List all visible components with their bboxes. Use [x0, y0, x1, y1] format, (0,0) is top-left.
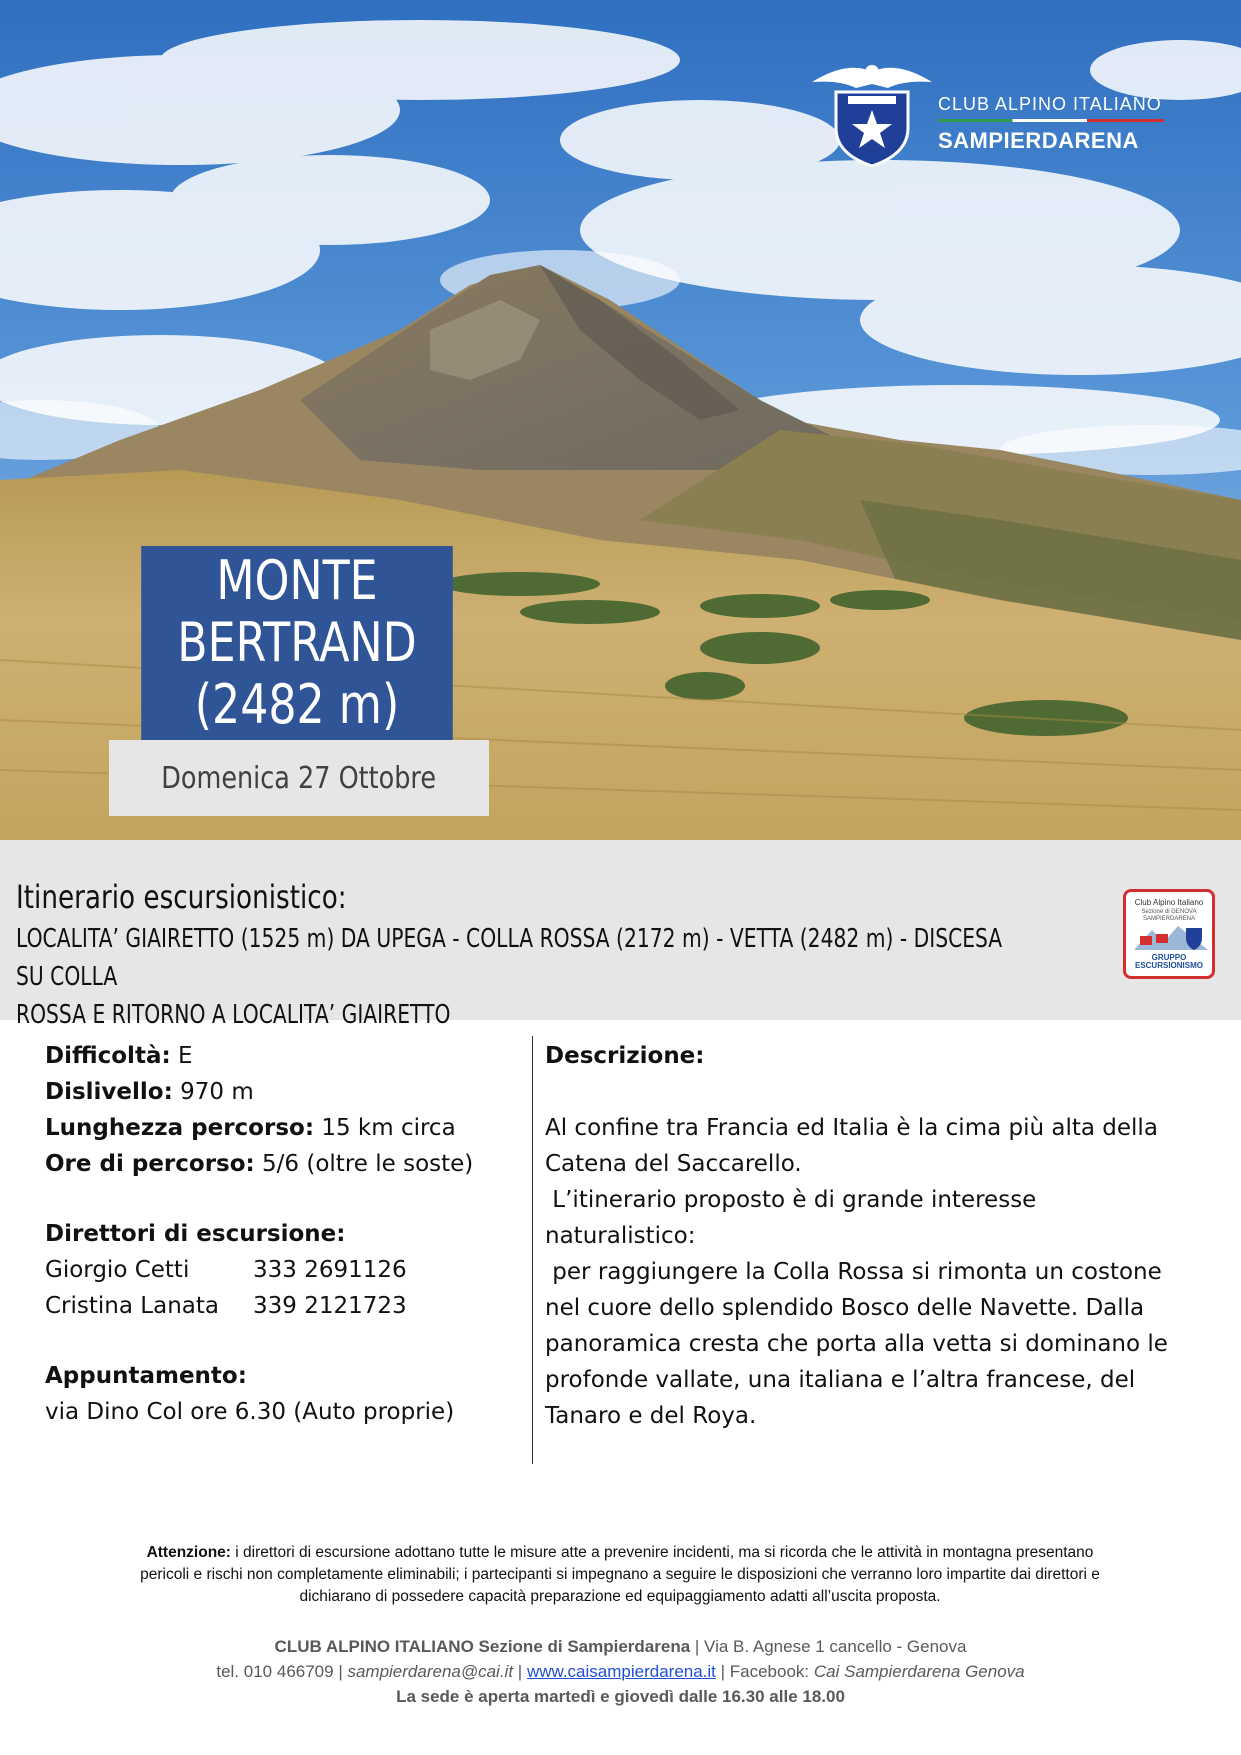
director-row [45, 1288, 525, 1324]
elevation-row [45, 1074, 525, 1110]
footer: CLUB ALPINO ITALIANO Sezione di Sampierdarena | Via B. Agnese 1 cancello - Genova tel. 010 466709 | sampierdarena@cai.it | www.caisampierdarena.it | Facebook: Cai Sampierdarena Genova La sede è aperta martedì e giovedì dalle 16.30 alle 18.00 [0, 1634, 1241, 1709]
directors-heading: Direttori di escursione: [45, 1221, 346, 1247]
meeting-heading: Appuntamento: [45, 1363, 247, 1389]
event-title-box [141, 546, 453, 740]
description-line: profonde vallate, una italiana e l’altra francese, del [545, 1367, 1136, 1393]
logo-line2: SAMPIERDARENA [938, 128, 1139, 153]
itinerary-band [0, 840, 1241, 1030]
itinerary-route-line1: LOCALITA’ GIAIRETTO (1525 m) DA UPEGA - COLLA ROSSA (2172 m) - VETTA (2482 m) - DISCESA SU COLLA [16, 924, 1003, 992]
event-description [545, 1038, 1215, 1434]
itinerary-route [16, 920, 1030, 1034]
badge-escursionismo: ESCURSIONISMO [1134, 961, 1203, 970]
event-elevation: (2482 m) [194, 673, 400, 736]
event-title: MONTE BERTRAND [177, 549, 417, 674]
event-details [45, 1038, 525, 1430]
footer-org: CLUB ALPINO ITALIANO Sezione di Sampierdarena [274, 1637, 691, 1656]
director-name: Cristina Lanata [45, 1293, 219, 1319]
description-line: Catena del Saccarello. [545, 1151, 802, 1177]
director-phone: 339 2121723 [253, 1293, 407, 1319]
mountain-flag-icon [1134, 922, 1208, 952]
elevation-label: Dislivello: [45, 1079, 173, 1105]
gruppo-escursionismo-badge [1123, 889, 1215, 979]
footer-email[interactable]: sampierdarena@cai.it [347, 1662, 514, 1681]
description-line: Al confine tra Francia ed Italia è la cima più alta della [545, 1115, 1158, 1141]
description-heading: Descrizione: [545, 1043, 705, 1069]
cai-eagle-emblem-icon [808, 58, 936, 170]
difficulty-row [45, 1038, 525, 1074]
length-label: Lunghezza percorso: [45, 1115, 315, 1141]
badge-gruppo: GRUPPO [1151, 953, 1187, 962]
itinerary-heading: Itinerario escursionistico: [16, 878, 347, 916]
badge-org: Club Alpino Italiano [1134, 898, 1204, 907]
event-date: Domenica 27 Ottobre [161, 760, 437, 796]
description-line: Tanaro e del Roya. [545, 1403, 757, 1429]
notice-line2: pericoli e rischi non completamente eliminabili; i partecipanti si impegnano a seguire le disposizioni che verranno loro impartite dai direttori e [140, 1566, 1100, 1583]
footer-facebook: Cai Sampierdarena Genova [813, 1662, 1025, 1681]
column-divider [532, 1036, 533, 1464]
footer-tel: tel. 010 466709 | [216, 1662, 348, 1681]
safety-notice [60, 1542, 1180, 1608]
description-line: nel cuore dello splendido Bosco delle Navette. Dalla [545, 1295, 1145, 1321]
logo-line1: CLUB ALPINO ITALIANO [938, 94, 1162, 114]
description-line: L’itinerario proposto è di grande interesse [545, 1187, 1037, 1213]
hours-value: 5/6 (oltre le soste) [254, 1151, 474, 1177]
director-name: Giorgio Cetti [45, 1257, 190, 1283]
notice-line1: i direttori di escursione adottano tutte le misure atte a prevenire incidenti, ma si ricorda che le attività in montagna presentano [230, 1544, 1094, 1561]
difficulty-value: E [170, 1043, 193, 1069]
hours-label: Ore di percorso: [45, 1151, 255, 1177]
footer-address: | Via B. Agnese 1 cancello - Genova [690, 1637, 967, 1656]
difficulty-label: Difficoltà: [45, 1043, 171, 1069]
itinerary-route-line2: ROSSA E RITORNO A LOCALITA’ GIAIRETTO [16, 1000, 451, 1030]
description-line: panoramica cresta che porta alla vetta si dominano le [545, 1331, 1168, 1357]
hours-row [45, 1146, 525, 1182]
description-line: per raggiungere la Colla Rossa si rimonta un costone [545, 1259, 1162, 1285]
event-date-box [109, 740, 489, 816]
footer-hours: La sede è aperta martedì e giovedì dalle 16.30 alle 18.00 [396, 1687, 845, 1706]
description-line: naturalistico: [545, 1223, 696, 1249]
tricolor-rule [938, 119, 1164, 122]
footer-website-link[interactable]: www.caisampierdarena.it [526, 1662, 716, 1681]
length-value: 15 km circa [314, 1115, 456, 1141]
director-row [45, 1252, 525, 1288]
cai-sampierdarena-logo [808, 58, 1168, 176]
elevation-value: 970 m [172, 1079, 254, 1105]
length-row [45, 1110, 525, 1146]
notice-label: Attenzione: [146, 1544, 231, 1561]
director-phone: 333 2691126 [253, 1257, 407, 1283]
badge-section: Sezione di GENOVA SAMPIERDARENA [1141, 909, 1197, 922]
notice-line3: dichiarano di possedere capacità preparazione ed equipaggiamento adatti all’uscita proposta. [299, 1588, 941, 1605]
meeting-value: via Dino Col ore 6.30 (Auto proprie) [45, 1399, 455, 1425]
